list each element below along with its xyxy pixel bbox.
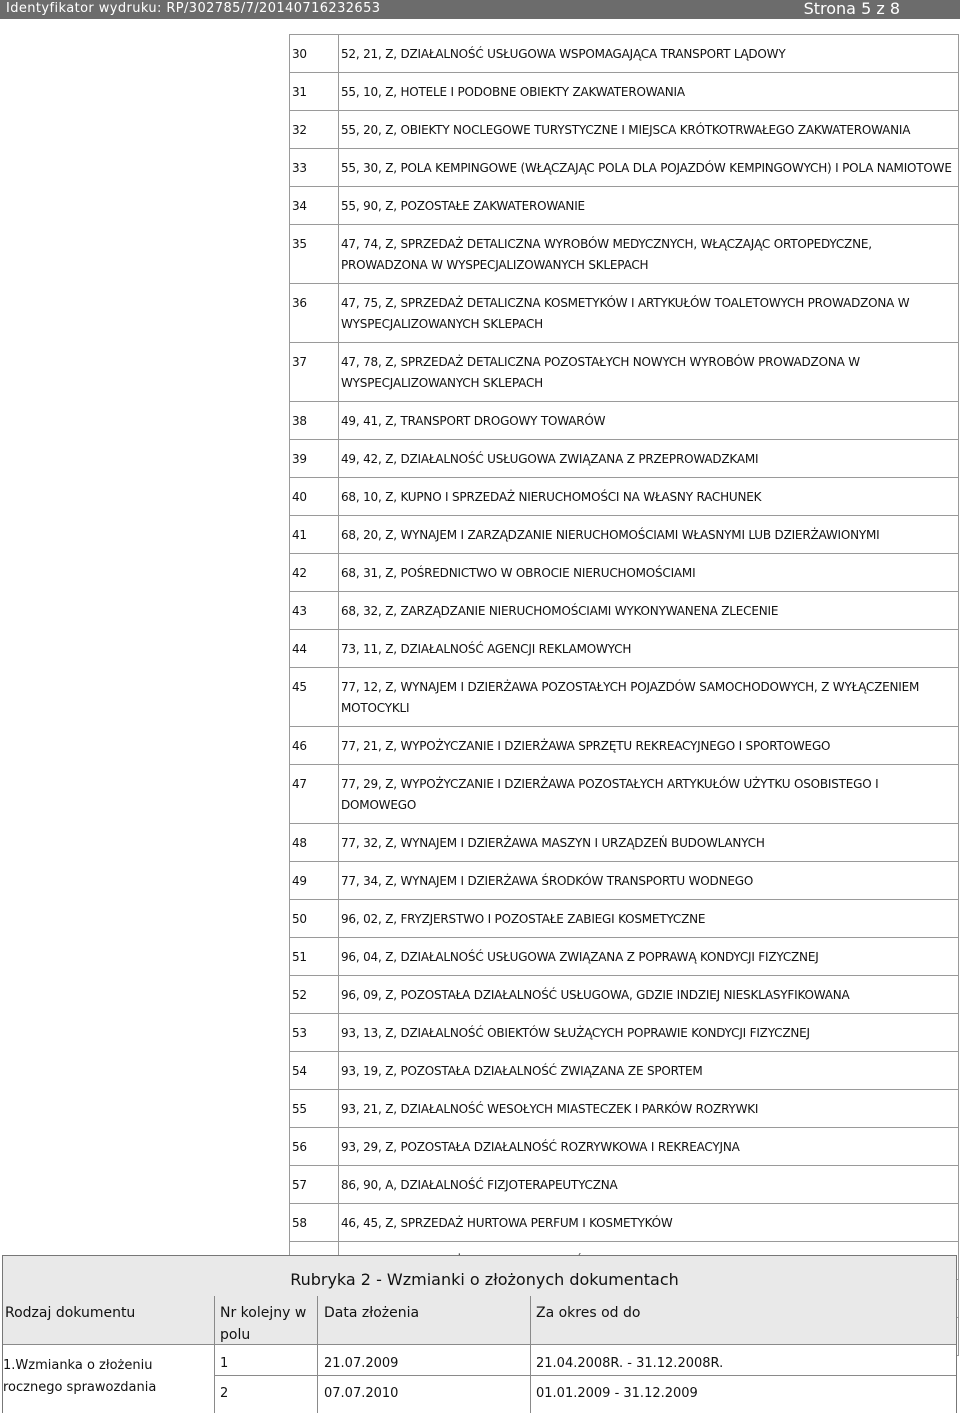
row-number: 50 xyxy=(290,900,339,938)
activity-description: 49, 42, Z, DZIAŁALNOŚĆ USŁUGOWA ZWIĄZANA Z PRZEPROWADZKAMI xyxy=(339,440,959,478)
rubryka-2-section xyxy=(2,1255,957,1413)
col-header-seq-no: Nr kolejny w polu xyxy=(220,1305,307,1343)
table-header-row xyxy=(3,1296,956,1344)
activity-description: 96, 02, Z, FRYZJERSTWO I POZOSTAŁE ZABIEGI KOSMETYCZNE xyxy=(339,900,959,938)
col-header-period: Za okres od do xyxy=(536,1305,641,1321)
table-row xyxy=(290,630,959,668)
table-row xyxy=(290,765,959,824)
activity-description: 47, 75, Z, SPRZEDAŻ DETALICZNA KOSMETYKÓW I ARTYKUŁÓW TOALETOWYCH PROWADZONA W WYSPECJALIZOWANYCH SKLEPACH xyxy=(339,284,959,343)
activity-description: 47, 74, Z, SPRZEDAŻ DETALICZNA WYROBÓW MEDYCZNYCH, WŁĄCZAJĄC ORTOPEDYCZNE, PROWADZONA W WYSPECJALIZOWANYCH SKLEPACH xyxy=(339,225,959,284)
row-number: 44 xyxy=(290,630,339,668)
activity-description: 73, 11, Z, DZIAŁALNOŚĆ AGENCJI REKLAMOWYCH xyxy=(339,630,959,668)
row-number: 48 xyxy=(290,824,339,862)
row-number: 45 xyxy=(290,668,339,727)
table-row xyxy=(290,824,959,862)
page-number: Strona 5 z 8 xyxy=(803,0,900,18)
activity-description: 77, 21, Z, WYPOŻYCZANIE I DZIERŻAWA SPRZĘTU REKREACYJNEGO I SPORTOWEGO xyxy=(339,727,959,765)
activity-description: 68, 31, Z, POŚREDNICTWO W OBROCIE NIERUCHOMOŚCIAMI xyxy=(339,554,959,592)
activity-description: 93, 13, Z, DZIAŁALNOŚĆ OBIEKTÓW SŁUŻĄCYCH POPRAWIE KONDYCJI FIZYCZNEJ xyxy=(339,1014,959,1052)
row-number: 41 xyxy=(290,516,339,554)
table-row xyxy=(290,440,959,478)
document-name-cell: 1.Wzmianka o złożeniu rocznego sprawozdania xyxy=(3,1358,157,1395)
row-number: 52 xyxy=(290,976,339,1014)
table-row xyxy=(290,1166,959,1204)
activity-description: 68, 32, Z, ZARZĄDZANIE NIERUCHOMOŚCIAMI WYKONYWANENA ZLECENIE xyxy=(339,592,959,630)
row-divider xyxy=(214,1375,957,1376)
table-row xyxy=(290,149,959,187)
table-row xyxy=(290,900,959,938)
row-number: 34 xyxy=(290,187,339,225)
print-header xyxy=(0,0,960,19)
row-number: 55 xyxy=(290,1090,339,1128)
activity-description: 96, 09, Z, POZOSTAŁA DZIAŁALNOŚĆ USŁUGOWA, GDZIE INDZIEJ NIESKLASYFIKOWANA xyxy=(339,976,959,1014)
row-number: 49 xyxy=(290,862,339,900)
row-number: 58 xyxy=(290,1204,339,1242)
entry-2-period: 01.01.2009 - 31.12.2009 xyxy=(536,1386,698,1401)
entry-1-period: 21.04.2008R. - 31.12.2008R. xyxy=(536,1356,724,1371)
table-row xyxy=(290,976,959,1014)
activity-description: 93, 21, Z, DZIAŁALNOŚĆ WESOŁYCH MIASTECZEK I PARKÓW ROZRYWKI xyxy=(339,1090,959,1128)
header-divider xyxy=(317,1296,318,1344)
row-number: 33 xyxy=(290,149,339,187)
activity-description: 55, 10, Z, HOTELE I PODOBNE OBIEKTY ZAKWATEROWANIA xyxy=(339,73,959,111)
row-number: 40 xyxy=(290,478,339,516)
column-divider xyxy=(317,1345,318,1413)
header-divider xyxy=(530,1296,531,1344)
pkd-table-body xyxy=(290,35,959,1356)
table-row xyxy=(290,668,959,727)
activity-description: 47, 78, Z, SPRZEDAŻ DETALICZNA POZOSTAŁYCH NOWYCH WYROBÓW PROWADZONA W WYSPECJALIZOWANYCH SKLEPACH xyxy=(339,343,959,402)
row-number: 57 xyxy=(290,1166,339,1204)
entry-1-seq: 1 xyxy=(220,1356,229,1371)
column-divider xyxy=(530,1345,531,1413)
row-number: 38 xyxy=(290,402,339,440)
activity-description: 68, 10, Z, KUPNO I SPRZEDAŻ NIERUCHOMOŚCI NA WŁASNY RACHUNEK xyxy=(339,478,959,516)
row-number: 53 xyxy=(290,1014,339,1052)
row-number: 31 xyxy=(290,73,339,111)
row-number: 46 xyxy=(290,727,339,765)
row-number: 56 xyxy=(290,1128,339,1166)
activity-description: 93, 29, Z, POZOSTAŁA DZIAŁALNOŚĆ ROZRYWKOWA I REKREACYJNA xyxy=(339,1128,959,1166)
entry-2-seq: 2 xyxy=(220,1386,229,1401)
table-row xyxy=(290,938,959,976)
table-row xyxy=(290,402,959,440)
activity-description: 77, 12, Z, WYNAJEM I DZIERŻAWA POZOSTAŁYCH POJAZDÓW SAMOCHODOWYCH, Z WYŁĄCZENIEM MOTOCYKLI xyxy=(339,668,959,727)
activity-description: 77, 29, Z, WYPOŻYCZANIE I DZIERŻAWA POZOSTAŁYCH ARTYKUŁÓW UŻYTKU OSOBISTEGO I DOMOWEGO xyxy=(339,765,959,824)
col-header-doc-type: Rodzaj dokumentu xyxy=(5,1305,136,1321)
table-row xyxy=(290,73,959,111)
table-row xyxy=(290,35,959,73)
column-divider xyxy=(214,1345,215,1413)
activity-description: 55, 20, Z, OBIEKTY NOCLEGOWE TURYSTYCZNE I MIEJSCA KRÓTKOTRWAŁEGO ZAKWATEROWANIA xyxy=(339,111,959,149)
table-body xyxy=(3,1344,956,1413)
activity-description: 77, 34, Z, WYNAJEM I DZIERŻAWA ŚRODKÓW TRANSPORTU WODNEGO xyxy=(339,862,959,900)
activity-description: 52, 21, Z, DZIAŁALNOŚĆ USŁUGOWA WSPOMAGAJĄCA TRANSPORT LĄDOWY xyxy=(339,35,959,73)
table-row xyxy=(290,1204,959,1242)
section-title: Rubryka 2 - Wzmianki o złożonych dokumentach xyxy=(290,1270,679,1289)
table-row xyxy=(290,554,959,592)
table-row xyxy=(290,516,959,554)
activity-description: 86, 90, A, DZIAŁALNOŚĆ FIZJOTERAPEUTYCZNA xyxy=(339,1166,959,1204)
row-number: 42 xyxy=(290,554,339,592)
activity-description: 93, 19, Z, POZOSTAŁA DZIAŁALNOŚĆ ZWIĄZANA ZE SPORTEM xyxy=(339,1052,959,1090)
row-number: 32 xyxy=(290,111,339,149)
entry-1-date: 21.07.2009 xyxy=(324,1356,399,1371)
row-number: 47 xyxy=(290,765,339,824)
table-row xyxy=(290,225,959,284)
row-number: 36 xyxy=(290,284,339,343)
row-number: 39 xyxy=(290,440,339,478)
entry-2-date: 07.07.2010 xyxy=(324,1386,399,1401)
row-number: 51 xyxy=(290,938,339,976)
row-number: 35 xyxy=(290,225,339,284)
activity-description: 46, 45, Z, SPRZEDAŻ HURTOWA PERFUM I KOSMETYKÓW xyxy=(339,1204,959,1242)
table-row xyxy=(290,592,959,630)
activity-description: 55, 90, Z, POZOSTAŁE ZAKWATEROWANIE xyxy=(339,187,959,225)
table-row xyxy=(290,1128,959,1166)
table-row xyxy=(290,1052,959,1090)
table-row xyxy=(290,111,959,149)
row-number: 30 xyxy=(290,35,339,73)
activity-description: 68, 20, Z, WYNAJEM I ZARZĄDZANIE NIERUCHOMOŚCIAMI WŁASNYMI LUB DZIERŻAWIONYMI xyxy=(339,516,959,554)
row-number: 43 xyxy=(290,592,339,630)
table-row xyxy=(290,862,959,900)
table-row xyxy=(290,1014,959,1052)
header-divider xyxy=(214,1296,215,1344)
table-row xyxy=(290,1090,959,1128)
table-row xyxy=(290,343,959,402)
table-row xyxy=(290,727,959,765)
activity-description: 55, 30, Z, POLA KEMPINGOWE (WŁĄCZAJĄC POLA DLA POJAZDÓW KEMPINGOWYCH) I POLA NAMIOTOWE xyxy=(339,149,959,187)
table-row xyxy=(290,187,959,225)
pkd-activity-table xyxy=(289,34,959,1356)
activity-description: 96, 04, Z, DZIAŁALNOŚĆ USŁUGOWA ZWIĄZANA Z POPRAWĄ KONDYCJI FIZYCZNEJ xyxy=(339,938,959,976)
table-row xyxy=(290,284,959,343)
row-number: 37 xyxy=(290,343,339,402)
print-identifier: Identyfikator wydruku: RP/302785/7/20140716232653 xyxy=(6,1,381,16)
activity-description: 77, 32, Z, WYNAJEM I DZIERŻAWA MASZYN I URZĄDZEŃ BUDOWLANYCH xyxy=(339,824,959,862)
col-header-date-filed: Data złożenia xyxy=(324,1305,420,1321)
row-number: 54 xyxy=(290,1052,339,1090)
table-row xyxy=(290,478,959,516)
activity-description: 49, 41, Z, TRANSPORT DROGOWY TOWARÓW xyxy=(339,402,959,440)
